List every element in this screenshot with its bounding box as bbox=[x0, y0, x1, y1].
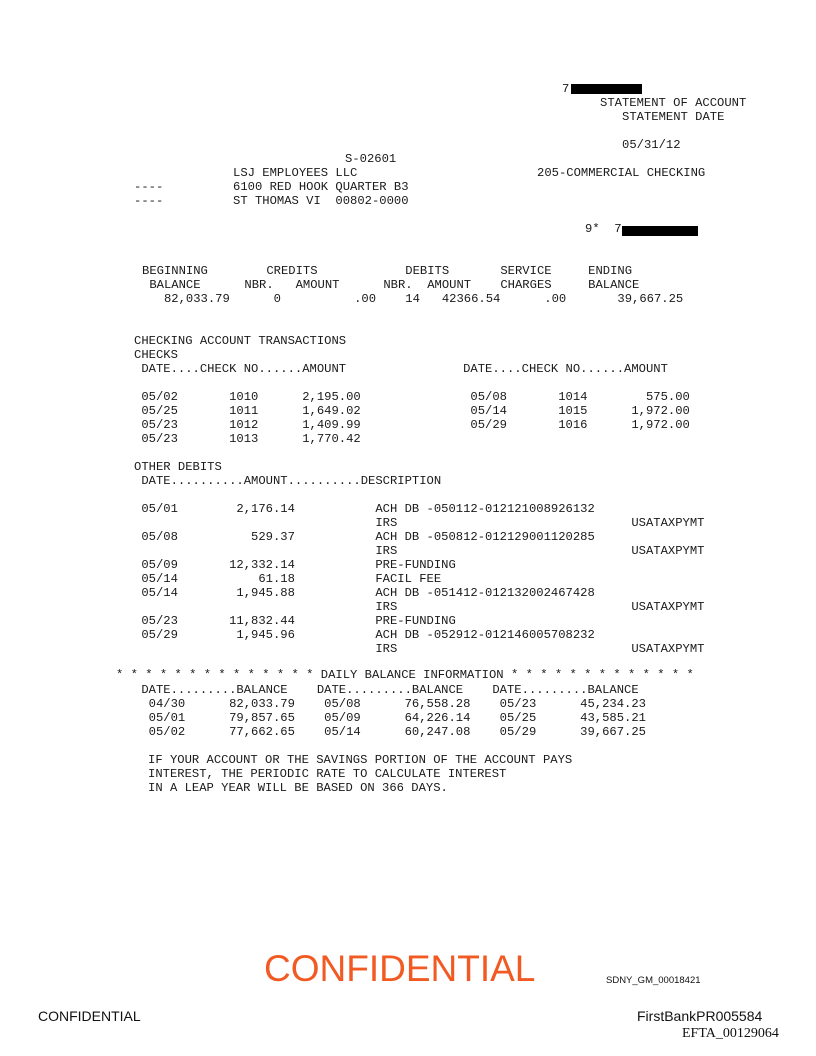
account-number-mid: 9* 7 bbox=[585, 222, 622, 236]
debit-row: 05/09 12,332.14 PRE-FUNDING bbox=[134, 558, 456, 572]
checks-title: CHECKS bbox=[134, 348, 178, 362]
debit-row: 05/14 61.18 FACIL FEE bbox=[134, 572, 442, 586]
daily-balance-header: DATE.........BALANCE DATE.........BALANCE DATE.........BALANCE bbox=[134, 683, 639, 697]
interest-notice: INTEREST, THE PERIODIC RATE TO CALCULATE INTEREST bbox=[148, 767, 507, 781]
customer-code: S-02601 bbox=[345, 152, 397, 166]
address-dash: ---- bbox=[134, 180, 164, 194]
other-debits-header: DATE..........AMOUNT..........DESCRIPTION bbox=[134, 474, 442, 488]
debit-row: IRS USATAXPYMT bbox=[134, 642, 705, 656]
debit-row: 05/29 1,945.96 ACH DB -052912-012146005708232 bbox=[134, 628, 595, 642]
confidential-label: CONFIDENTIAL bbox=[38, 1008, 141, 1024]
debit-row: 05/08 529.37 ACH DB -050812-012129001120285 bbox=[134, 530, 595, 544]
interest-notice: IF YOUR ACCOUNT OR THE SAVINGS PORTION OF THE ACCOUNT PAYS bbox=[148, 753, 573, 767]
summary-header: BEGINNING CREDITS DEBITS SERVICE ENDING bbox=[142, 264, 633, 278]
checking-section-title: CHECKING ACCOUNT TRANSACTIONS bbox=[134, 334, 347, 348]
daily-balance-row: 05/01 79,857.65 05/09 64,226.14 05/25 43,585.21 bbox=[134, 711, 646, 725]
bates-number-sdny: SDNY_GM_00018421 bbox=[606, 975, 701, 986]
check-row: 05/25 1011 1,649.02 05/14 1015 1,972.00 bbox=[134, 404, 690, 418]
customer-name: LSJ EMPLOYEES LLC bbox=[233, 166, 358, 180]
check-row: 05/23 1012 1,409.99 05/29 1016 1,972.00 bbox=[134, 418, 690, 432]
debit-row: 05/01 2,176.14 ACH DB -050112-012121008926132 bbox=[134, 502, 595, 516]
statement-date: 05/31/12 bbox=[622, 138, 681, 152]
statement-title: STATEMENT OF ACCOUNT bbox=[600, 96, 747, 110]
debit-row: IRS USATAXPYMT bbox=[134, 600, 705, 614]
daily-balance-row: 04/30 82,033.79 05/08 76,558.28 05/23 45,234.23 bbox=[134, 697, 646, 711]
bates-number-bank: FirstBankPR005584 bbox=[637, 1008, 763, 1024]
check-row: 05/23 1013 1,770.42 bbox=[134, 432, 361, 446]
debit-row: IRS USATAXPYMT bbox=[134, 516, 705, 530]
checks-header: DATE....CHECK NO......AMOUNT DATE....CHECK NO......AMOUNT bbox=[134, 362, 668, 376]
check-row: 05/02 1010 2,195.00 05/08 1014 575.00 bbox=[134, 390, 690, 404]
summary-values: 82,033.79 0 .00 14 42366.54 .00 39,667.25 bbox=[142, 292, 684, 306]
daily-balance-banner: * * * * * * * * * * * * * * DAILY BALANCE INFORMATION * * * * * * * * * * * * * bbox=[116, 668, 694, 682]
daily-balance-row: 05/02 77,662.65 05/14 60,247.08 05/29 39,667.25 bbox=[134, 725, 646, 739]
other-debits-title: OTHER DEBITS bbox=[134, 460, 222, 474]
customer-street: 6100 RED HOOK QUARTER B3 bbox=[233, 180, 409, 194]
debit-row: 05/23 11,832.44 PRE-FUNDING bbox=[134, 614, 456, 628]
redaction-bar bbox=[571, 84, 642, 94]
statement-date-label: STATEMENT DATE bbox=[622, 110, 725, 124]
confidential-stamp: CONFIDENTIAL bbox=[264, 948, 536, 989]
debit-row: 05/14 1,945.88 ACH DB -051412-012132002467428 bbox=[134, 586, 595, 600]
customer-city: ST THOMAS VI 00802-0000 bbox=[233, 194, 409, 208]
interest-notice: IN A LEAP YEAR WILL BE BASED ON 366 DAYS. bbox=[148, 781, 448, 795]
debit-row: IRS USATAXPYMT bbox=[134, 544, 705, 558]
efta-number: EFTA_00129064 bbox=[682, 1026, 779, 1041]
account-number-prefix: 7 bbox=[562, 82, 570, 96]
summary-subheader: BALANCE NBR. AMOUNT NBR. AMOUNT CHARGES BALANCE bbox=[142, 278, 640, 292]
redaction-bar bbox=[622, 226, 698, 236]
account-type: 205-COMMERCIAL CHECKING bbox=[537, 166, 706, 180]
address-dash: ---- bbox=[134, 194, 164, 208]
